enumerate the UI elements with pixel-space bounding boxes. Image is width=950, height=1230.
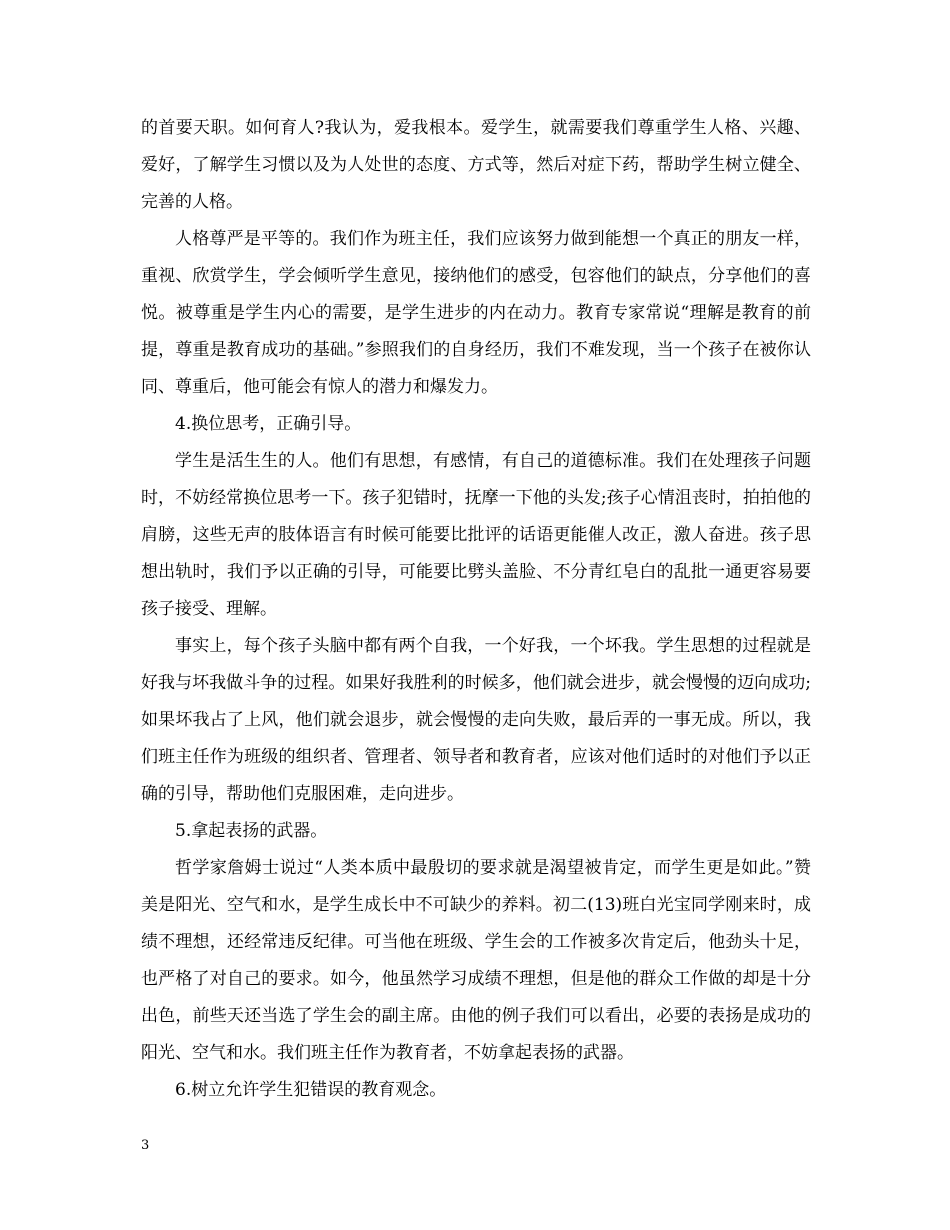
section-heading: 4.换位思考，正确引导。 <box>175 414 362 434</box>
section-heading: 6.树立允许学生犯错误的教育观念。 <box>175 1080 447 1100</box>
paragraph: 人格尊严是平等的。我们作为班主任，我们应该努力做到能想一个真正的朋友一样，重视、欣赏学生，学会倾听学生意见，接纳他们的感受，包容他们的缺点，分享他们的喜悦。被尊重是学生内心的需要，是学生进步的内在动力。教育专家常说“理解是教育的前提，尊重是教育成功的基础。”参照我们的自身经历，我们不难发现，当一个孩子在被你认同、尊重后，他可能会有惊人的潜力和爆发力。 <box>141 229 811 397</box>
page-number: 3 <box>141 1138 150 1153</box>
section-heading: 5.拿起表扬的武器。 <box>175 821 328 841</box>
body-text <box>141 110 811 1109</box>
paragraph: 学生是活生生的人。他们有思想，有感情，有自己的道德标准。我们在处理孩子问题时，不妨经常换位思考一下。孩子犯错时，抚摩一下他的头发;孩子心情沮丧时，拍拍他的肩膀，这些无声的肢体语言有时候可能要比批评的话语更能催人改正，激人奋进。孩子思想出轨时，我们予以正确的引导，可能要比劈头盖脸、不分青红皂白的乱批一通更容易要孩子接受、理解。 <box>141 451 811 619</box>
paragraph: 的首要天职。如何育人?我认为，爱我根本。爱学生，就需要我们尊重学生人格、兴趣、爱好，了解学生习惯以及为人处世的态度、方式等，然后对症下药，帮助学生树立健全、完善的人格。 <box>141 118 811 212</box>
paragraph: 哲学家詹姆士说过“人类本质中最殷切的要求就是渴望被肯定，而学生更是如此。”赞美是阳光、空气和水，是学生成长中不可缺少的养料。初二(13)班白光宝同学刚来时，成绩不理想，还经常违反纪律。可当他在班级、学生会的工作被多次肯定后，他劲头十足，也严格了对自己的要求。如今，他虽然学习成绩不理想，但是他的群众工作做的却是十分出色，前些天还当选了学生会的副主席。由他的例子我们可以看出，必要的表扬是成功的阳光、空气和水。我们班主任作为教育者，不妨拿起表扬的武器。 <box>141 858 811 1063</box>
paragraph: 事实上，每个孩子头脑中都有两个自我，一个好我，一个坏我。学生思想的过程就是好我与坏我做斗争的过程。如果好我胜利的时候多，他们就会进步，就会慢慢的迈向成功;如果坏我占了上风，他们就会退步，就会慢慢的走向失败，最后弄的一事无成。所以，我们班主任作为班级的组织者、管理者、领导者和教育者，应该对他们适时的对他们予以正确的引导，帮助他们克服困难，走向进步。 <box>141 636 811 804</box>
